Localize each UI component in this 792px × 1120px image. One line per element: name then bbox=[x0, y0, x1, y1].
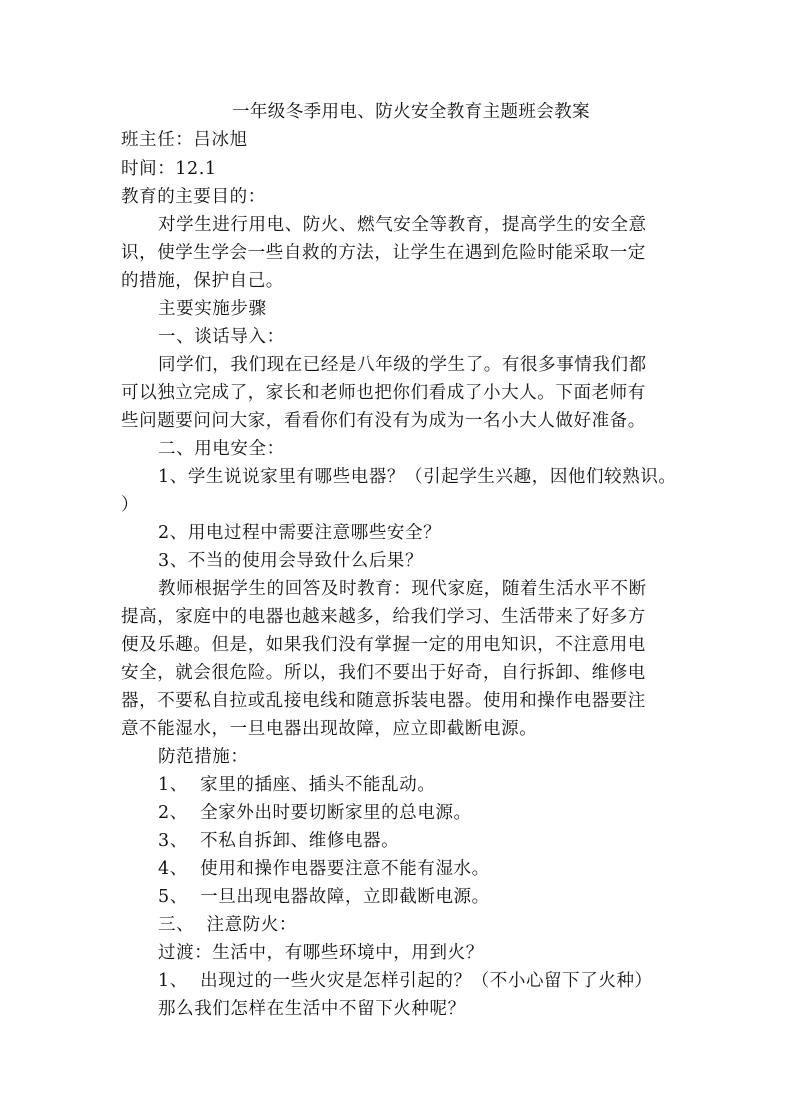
section-heading: 三、 注意防火： bbox=[158, 915, 298, 935]
paragraph-line: 识，使学生学会一些自救的方法，让学生在遇到危险时能采取一定 bbox=[121, 243, 646, 263]
measure-item: 2、 全家外出时要切断家里的总电源。 bbox=[158, 803, 472, 823]
steps-heading: 主要实施步骤 bbox=[158, 299, 267, 319]
paragraph-line: 可以独立完成了，家长和老师也把你们看成了小大人。下面老师有 bbox=[121, 383, 646, 403]
paragraph-line: 些问题要问问大家，看看你们有没有为成为一名小大人做好准备。 bbox=[121, 411, 646, 431]
question-line: 那么我们怎样在生活中不留下火种呢？ bbox=[158, 999, 466, 1019]
measures-heading: 防范措施： bbox=[158, 747, 249, 767]
question-line: 2、用电过程中需要注意哪些安全？ bbox=[158, 523, 442, 543]
document-title: 一年级冬季用电、防火安全教育主题班会教案 bbox=[232, 102, 590, 122]
paragraph-line: 安全，就会很危险。所以，我们不要出于好奇，自行拆卸、维修电 bbox=[121, 663, 646, 683]
paragraph-line: 同学们，我们现在已经是八年级的学生了。有很多事情我们都 bbox=[158, 355, 647, 375]
teacher-line: 班主任：吕冰旭 bbox=[121, 130, 248, 150]
measure-item: 4、 使用和操作电器要注意不能有湿水。 bbox=[158, 859, 490, 879]
section-heading: 一、谈话导入： bbox=[158, 327, 285, 347]
paragraph-line: 提高，家庭中的电器也越来越多，给我们学习、生活带来了好多方 bbox=[121, 607, 646, 627]
question-line: 1、 出现过的一些火灾是怎样引起的？（不小心留下了火种） bbox=[158, 971, 653, 991]
paragraph-line: 教师根据学生的回答及时教育：现代家庭，随着生活水平不断 bbox=[158, 579, 647, 599]
transition-line: 过渡：生活中，有哪些环境中，用到火？ bbox=[158, 943, 484, 963]
paragraph-line: 器，不要私自拉或乱接电线和随意拆装电器。使用和操作电器要注 bbox=[121, 691, 646, 711]
paragraph-line: 意不能湿水，一旦电器出现故障，应立即截断电源。 bbox=[121, 719, 538, 739]
paragraph-line: 便及乐趣。但是，如果我们没有掌握一定的用电知识，不注意用电 bbox=[121, 635, 646, 655]
measure-item: 1、 家里的插座、插头不能乱动。 bbox=[158, 775, 436, 795]
measure-item: 3、 不私自拆卸、维修电器。 bbox=[158, 831, 400, 851]
section-heading: 二、用电安全： bbox=[158, 439, 285, 459]
measure-item: 5、 一旦出现电器故障，立即截断电源。 bbox=[158, 887, 490, 907]
purpose-heading: 教育的主要目的： bbox=[121, 187, 266, 207]
question-line: 1、学生说说家里有哪些电器？（引起学生兴趣，因他们较熟识。 bbox=[158, 467, 677, 487]
paragraph-line: 的措施，保护自己。 bbox=[121, 271, 284, 291]
question-line: ） bbox=[121, 495, 140, 515]
question-line: 3、不当的使用会导致什么后果？ bbox=[158, 551, 424, 571]
time-line: 时间：12.1 bbox=[121, 159, 217, 179]
paragraph-line: 对学生进行用电、防火、燃气安全等教育，提高学生的安全意 bbox=[158, 215, 647, 235]
